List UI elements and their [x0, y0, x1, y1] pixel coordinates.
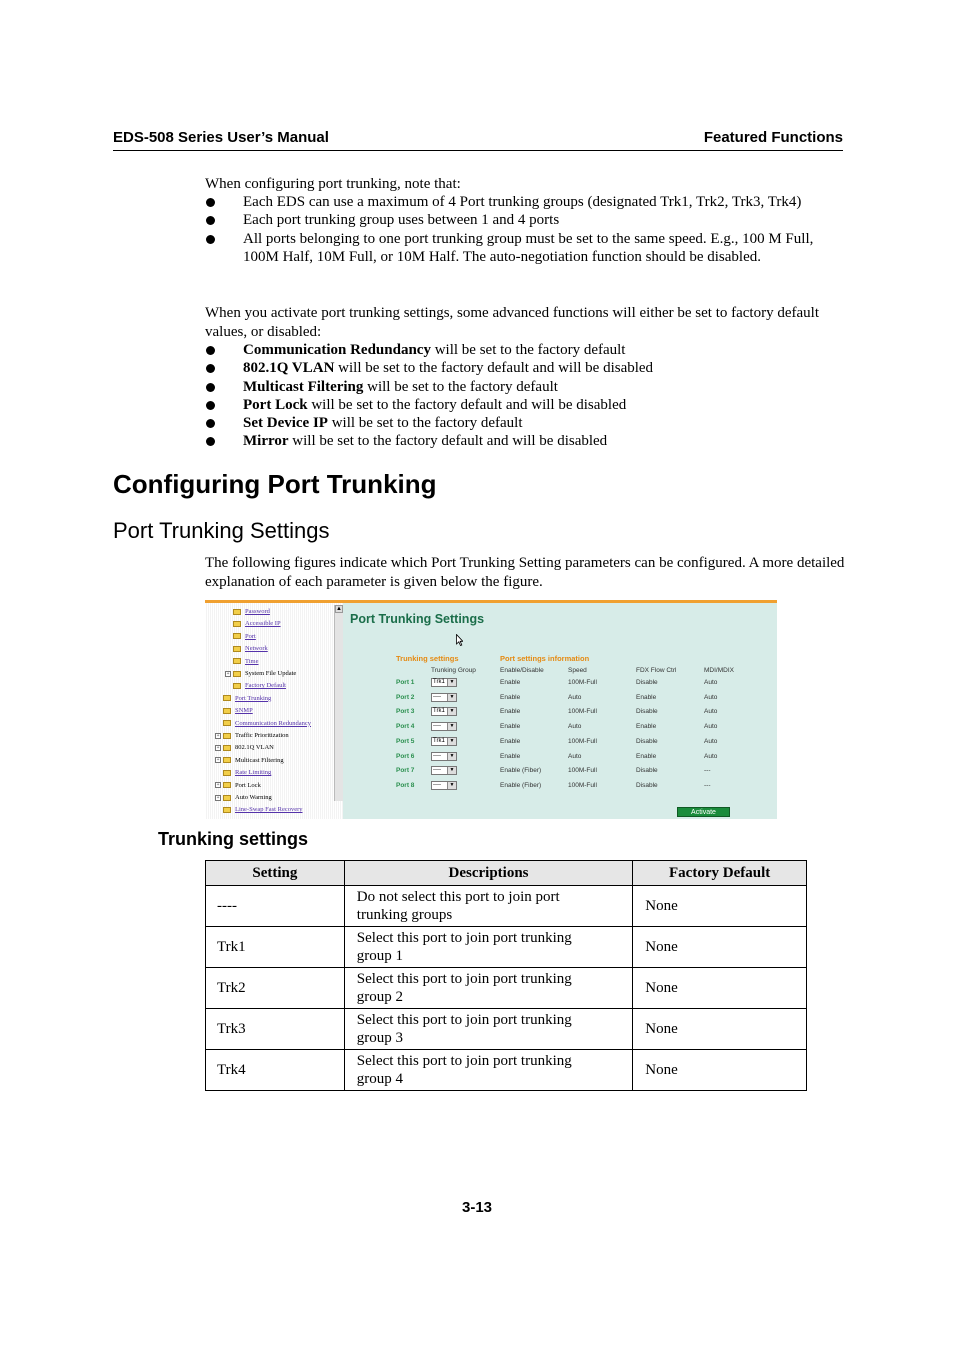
expand-icon[interactable]: + — [216, 745, 220, 751]
folder-icon — [223, 770, 231, 776]
dropdown-arrow-icon[interactable]: ▼ — [447, 738, 456, 745]
setting-cell: Trk1 — [206, 927, 345, 968]
setting-cell: ---- — [206, 886, 345, 927]
selected-value: Trk1 — [433, 679, 445, 685]
enable-cell: Enable — [500, 752, 521, 760]
trunking-settings-table — [205, 860, 807, 1091]
scroll-up-arrow-icon[interactable]: ▲ — [336, 606, 342, 612]
port-label: Port 5 — [396, 737, 415, 745]
dropdown-arrow-icon[interactable]: ▼ — [447, 708, 456, 715]
mdi-cell: Auto — [704, 679, 718, 686]
fdx-cell: Enable — [636, 723, 657, 731]
default-cell: None — [633, 1009, 807, 1050]
port-label: Port 6 — [396, 752, 415, 760]
fdx-cell: Disable — [636, 708, 658, 716]
trunking-group-select[interactable] — [431, 693, 457, 702]
tree-item-label: Port Lock — [235, 781, 261, 789]
page-number: 3-13 — [461, 1199, 493, 1216]
tree-item[interactable] — [215, 718, 311, 730]
table-header-row — [206, 861, 807, 886]
folder-icon — [223, 757, 231, 763]
mdi-cell: Auto — [704, 693, 718, 701]
port-label: Port 4 — [396, 723, 415, 731]
folder-icon — [223, 695, 231, 701]
list-item: Each port trunking group uses between 1 and 4 ports — [205, 211, 833, 229]
tree-item[interactable] — [225, 656, 259, 668]
page-header — [113, 129, 843, 151]
fdx-cell: Enable — [636, 752, 657, 760]
column-header: Descriptions — [344, 861, 632, 886]
port-label: Port 7 — [396, 767, 415, 775]
column-header: Trunking Group — [431, 667, 476, 674]
tree-item-label: Accessible IP — [245, 620, 281, 628]
default-cell: None — [633, 927, 807, 968]
bullet-icon — [206, 437, 215, 446]
tree-item-label: Multicast Filtering — [235, 756, 284, 764]
navigation-tree — [205, 603, 343, 819]
mdi-cell: --- — [704, 767, 711, 775]
speed-cell: Auto — [568, 752, 582, 760]
default-cell: None — [633, 886, 807, 927]
selected-value: ---- — [433, 752, 441, 759]
mdi-cell: Auto — [704, 752, 718, 760]
expand-icon[interactable]: + — [216, 733, 220, 739]
tree-item-label: Line-Swap Fast Recovery — [235, 806, 303, 814]
bullet-icon — [206, 216, 215, 225]
list-item: Port Lock will be set to the factory default and will be disabled — [205, 396, 833, 414]
list-item: Communication Redundancy will be set to the factory default — [205, 341, 833, 359]
tree-scrollbar[interactable] — [334, 605, 343, 801]
folder-icon — [223, 733, 231, 739]
list-item: 802.1Q VLAN will be set to the factory default and will be disabled — [205, 359, 833, 377]
trunking-group-select[interactable] — [431, 781, 457, 790]
enable-cell: Enable — [500, 708, 521, 716]
default-cell: None — [633, 968, 807, 1009]
setting-cell: Trk4 — [206, 1050, 345, 1091]
dropdown-arrow-icon[interactable]: ▼ — [447, 679, 456, 686]
tree-item-label: Network — [245, 645, 268, 653]
trunking-group-select[interactable] — [431, 766, 457, 775]
figure-intro: The following figures indicate which Port Trunking Setting parameters can be configured. A more detailed explanation of each parameter is given below the figure. — [205, 555, 845, 590]
enable-cell: Enable (Fiber) — [500, 767, 542, 775]
column-header: MDI/MDIX — [704, 667, 734, 674]
expand-icon[interactable]: + — [216, 783, 220, 789]
affected-functions-list — [205, 341, 833, 451]
mdi-cell: Auto — [704, 737, 718, 745]
trunking-settings-label: Trunking settings — [396, 654, 459, 663]
tree-item[interactable] — [225, 631, 256, 643]
folder-icon — [223, 708, 231, 714]
folder-icon — [233, 646, 241, 652]
expand-icon[interactable]: + — [226, 671, 230, 677]
port-settings-label: Port settings information — [500, 654, 590, 663]
tree-item[interactable] — [215, 693, 271, 705]
bullet-icon — [206, 235, 215, 244]
setting-cell: Trk3 — [206, 1009, 345, 1050]
intro-note: When configuring port trunking, note that: — [205, 176, 461, 192]
tree-item[interactable] — [225, 618, 281, 630]
tree-item-label: SNMP — [235, 707, 253, 715]
expand-icon[interactable]: + — [216, 758, 220, 764]
table-row — [206, 927, 807, 968]
table-row — [206, 886, 807, 927]
bullet-icon — [206, 346, 215, 355]
trunking-group-select[interactable] — [431, 722, 457, 731]
column-header: Speed — [568, 667, 587, 674]
tree-item[interactable] — [215, 705, 253, 717]
tree-item-label: Time — [245, 657, 259, 665]
tree-item-label: Port — [245, 632, 256, 640]
speed-cell: 100M-Full — [568, 781, 597, 789]
chapter-title: Featured Functions — [703, 129, 843, 146]
trunking-group-select[interactable] — [431, 707, 457, 716]
bullet-icon — [206, 401, 215, 410]
table-body — [206, 886, 807, 1091]
folder-icon — [223, 720, 231, 726]
tree-item-label: 802.1Q VLAN — [235, 744, 274, 752]
manual-title: EDS-508 Series User’s Manual — [113, 129, 329, 146]
setting-cell: Trk2 — [206, 968, 345, 1009]
selected-value: ---- — [433, 767, 441, 774]
tree-item[interactable] — [215, 755, 284, 767]
tree-item[interactable] — [215, 792, 272, 804]
selected-value: Trk1 — [433, 708, 445, 715]
bullet-icon — [206, 198, 215, 207]
list-item: Multicast Filtering will be set to the factory default — [205, 378, 833, 396]
speed-cell: 100M-Full — [568, 679, 597, 686]
fdx-cell: Enable — [636, 693, 657, 701]
fdx-cell: Disable — [636, 781, 658, 789]
tree-item[interactable] — [225, 680, 286, 692]
table-row — [206, 1009, 807, 1050]
tree-item[interactable] — [215, 730, 289, 742]
column-header: Setting — [206, 861, 345, 886]
port-label: Port 8 — [396, 781, 415, 789]
tree-item[interactable] — [225, 606, 270, 618]
port-label: Port 2 — [396, 693, 415, 701]
table-row — [206, 968, 807, 1009]
fdx-cell: Disable — [636, 767, 658, 775]
dropdown-arrow-icon[interactable]: ▼ — [447, 782, 456, 789]
dropdown-arrow-icon[interactable]: ▼ — [447, 767, 456, 774]
enable-cell: Enable — [500, 693, 521, 701]
section-heading: Configuring Port Trunking — [113, 469, 437, 499]
description-cell: Select this port to join port trunking group 3 — [344, 1009, 632, 1050]
bullet-icon — [206, 419, 215, 428]
speed-cell: Auto — [568, 723, 582, 731]
folder-icon — [223, 807, 231, 813]
trunking-rules-list — [205, 193, 833, 266]
mouse-cursor-icon — [456, 634, 463, 646]
activate-button[interactable]: Activate — [677, 807, 730, 817]
column-header: Factory Default — [633, 861, 807, 886]
panel-title: Port Trunking Settings — [350, 612, 485, 626]
dropdown-arrow-icon[interactable]: ▼ — [447, 723, 456, 730]
folder-icon — [233, 658, 241, 664]
tree-item-label: Port Trunking — [235, 694, 272, 702]
tree-item[interactable] — [225, 643, 268, 655]
tree-item-label: Rate Limiting — [235, 769, 272, 777]
expand-icon[interactable]: + — [216, 795, 220, 801]
speed-cell: Auto — [568, 693, 582, 701]
fdx-cell: Disable — [636, 737, 658, 745]
activation-note: When you activate port trunking settings, some advanced functions will either be set to factory default values, or disabled: — [205, 305, 819, 340]
folder-icon — [233, 683, 241, 689]
subsection-heading: Port Trunking Settings — [113, 518, 330, 543]
port-trunking-screenshot — [205, 600, 777, 822]
mdi-cell: --- — [704, 781, 711, 789]
folder-icon — [223, 795, 231, 801]
dropdown-arrow-icon[interactable]: ▼ — [447, 694, 456, 701]
column-header: Enable/Disable — [500, 667, 544, 674]
tree-item-label: Traffic Prioritization — [235, 732, 289, 739]
tree-item[interactable] — [215, 742, 274, 754]
speed-cell: 100M-Full — [568, 737, 597, 745]
port-label: Port 1 — [396, 679, 415, 686]
folder-icon — [233, 609, 241, 615]
description-cell: Do not select this port to join port trunking groups — [344, 886, 632, 927]
speed-cell: 100M-Full — [568, 708, 597, 716]
enable-cell: Enable — [500, 737, 521, 745]
trunking-group-select[interactable] — [431, 752, 457, 761]
description-cell: Select this port to join port trunking group 4 — [344, 1050, 632, 1091]
selected-value: ---- — [433, 781, 441, 788]
tree-item[interactable] — [215, 804, 303, 816]
list-item: Each EDS can use a maximum of 4 Port trunking groups (designated Trk1, Trk2, Trk3, Trk4) — [205, 193, 833, 211]
folder-icon — [223, 745, 231, 751]
selected-value: ---- — [433, 723, 441, 730]
bullet-icon — [206, 383, 215, 392]
folder-icon — [233, 633, 241, 639]
tree-item-label: Communication Redundancy — [235, 719, 312, 727]
table-row — [206, 1050, 807, 1091]
column-header: FDX Flow Ctrl — [636, 667, 677, 674]
default-cell: None — [633, 1050, 807, 1091]
trunking-group-select[interactable] — [431, 678, 457, 687]
folder-icon — [223, 782, 231, 788]
tree-item-label: Password — [245, 608, 270, 615]
enable-cell: Enable — [500, 679, 521, 686]
folder-icon — [233, 621, 241, 627]
table-heading: Trunking settings — [158, 829, 309, 849]
dropdown-arrow-icon[interactable]: ▼ — [447, 753, 456, 760]
folder-icon — [233, 671, 241, 677]
description-cell: Select this port to join port trunking group 2 — [344, 968, 632, 1009]
mdi-cell: Auto — [704, 723, 718, 731]
tree-item-label: Auto Warning — [235, 794, 272, 801]
selected-value: ---- — [433, 693, 441, 700]
enable-cell: Enable — [500, 723, 521, 731]
port-label: Port 3 — [396, 708, 415, 716]
tree-item[interactable] — [225, 668, 296, 680]
settings-panel — [343, 603, 777, 819]
selected-value: Trk1 — [433, 737, 445, 744]
enable-cell: Enable (Fiber) — [500, 781, 542, 789]
list-item: Mirror will be set to the factory default and will be disabled — [205, 432, 833, 450]
list-item: Set Device IP will be set to the factory default — [205, 414, 833, 432]
fdx-cell: Disable — [636, 679, 658, 686]
bullet-icon — [206, 364, 215, 373]
tree-item-label: System File Update — [245, 670, 297, 677]
tree-item[interactable] — [215, 767, 271, 779]
list-item: All ports belonging to one port trunking group must be set to the same speed. E.g., 100 M Full, 100M Half, 10M Full, or 10M Half. The auto-negotiation function should be disabled. — [205, 230, 833, 267]
description-cell: Select this port to join port trunking group 1 — [344, 927, 632, 968]
tree-item-label: Factory Default — [245, 682, 286, 690]
tree-item[interactable] — [215, 780, 261, 792]
speed-cell: 100M-Full — [568, 767, 597, 775]
trunking-group-select[interactable] — [431, 737, 457, 746]
mdi-cell: Auto — [704, 708, 718, 716]
